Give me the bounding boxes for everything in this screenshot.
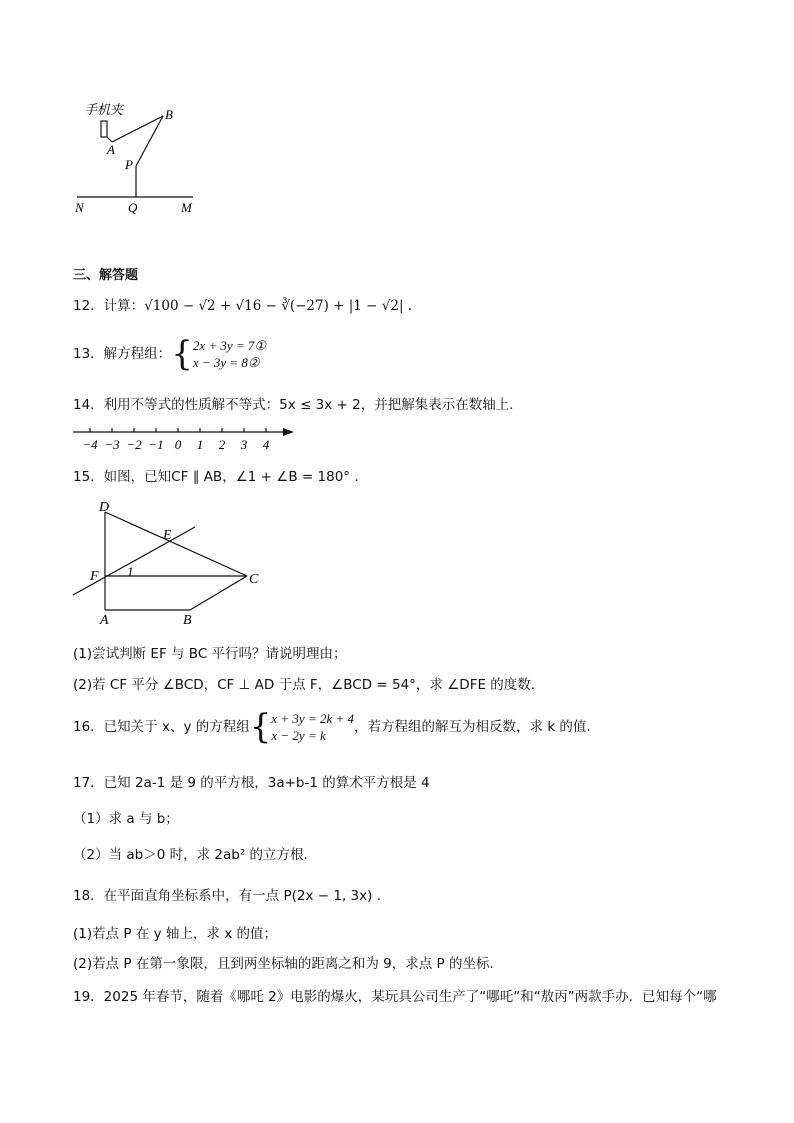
q13-eq2: x − 3y = 8②	[192, 355, 260, 370]
q16-system	[271, 710, 354, 744]
label-P: P	[125, 157, 133, 172]
label-Q: Q	[128, 200, 138, 215]
label-A: A	[100, 613, 109, 627]
label-D: D	[99, 500, 110, 515]
label-C: C	[249, 572, 259, 587]
caption-label: 手机夹	[84, 102, 124, 117]
label-B: B	[183, 613, 192, 627]
question-17: 17．已知 2a-1 是 9 的平方根，3a+b-1 的算术平方根是 4	[73, 775, 430, 791]
tick-label: −4	[82, 437, 98, 452]
q12-expression: √100 − √2 + √16 − ∛(−27) + |1 − √2| .	[144, 298, 413, 314]
tick-label: 3	[240, 437, 248, 452]
question-18: 18．在平面直角坐标系中，有一点 P(2x − 1, 3x) .	[73, 888, 381, 904]
q17-part1: （1）求 a 与 b；	[73, 811, 179, 827]
label-F: F	[90, 569, 99, 584]
q16-eq1: x + 3y = 2k + 4	[271, 711, 355, 726]
clip-rect	[101, 121, 107, 137]
question-12	[73, 297, 412, 315]
question-16	[73, 707, 591, 750]
q15-part1: (1)尝试判断 EF 与 BC 平行吗？请说明理由；	[73, 646, 347, 662]
tick-label: −3	[104, 437, 120, 452]
question-15: 15．如图，已知CF ∥ AB，∠1 + ∠B = 180° .	[73, 469, 359, 485]
q15-diagram	[70, 497, 270, 627]
figure-phone-clip	[70, 96, 210, 221]
label-angle-1: 1	[127, 564, 134, 579]
section-title: 三、解答题	[73, 268, 139, 283]
figure-q15	[70, 497, 270, 627]
label-M: M	[181, 200, 192, 215]
label-E: E	[163, 528, 172, 543]
q15-part2: (2)若 CF 平分 ∠BCD，CF ⊥ AD 于点 F，∠BCD = 54°，求 ∠DFE 的度数.	[73, 677, 536, 693]
tick-label: 4	[262, 437, 270, 452]
q16-prefix: 16．已知关于 x、y 的方程组	[73, 719, 250, 735]
number-line	[70, 422, 300, 454]
label-A: A	[107, 142, 115, 157]
q13-system	[193, 337, 266, 371]
q18-part2: (2)若点 P 在第一象限，且到两坐标轴的距离之和为 9，求点 P 的坐标．	[73, 956, 503, 972]
question-14: 14．利用不等式的性质解不等式：5x ≤ 3x + 2，并把解集表示在数轴上．	[73, 397, 523, 413]
q16-suffix: ，若方程组的解互为相反数，求 k 的值.	[354, 719, 591, 735]
q13-brace: {	[171, 334, 193, 374]
q16-eq2: x − 2y = k	[271, 728, 326, 743]
tick-label: −2	[126, 437, 142, 452]
q18-part1: (1)若点 P 在 y 轴上，求 x 的值；	[73, 926, 277, 942]
question-13	[73, 334, 267, 377]
q16-brace: {	[249, 707, 272, 747]
q13-prefix: 13．解方程组：	[73, 346, 172, 362]
label-N: N	[75, 200, 84, 215]
q12-prefix: 12．计算：	[73, 298, 145, 314]
phone-clip-diagram	[70, 96, 210, 221]
number-line-svg	[70, 422, 300, 454]
tick-label: 1	[196, 437, 204, 452]
tick-label: −1	[148, 437, 164, 452]
arrow-icon	[283, 428, 294, 436]
label-B: B	[165, 107, 173, 122]
q17-part2: （2）当 ab＞0 时，求 2ab² 的立方根.	[73, 847, 308, 863]
q13-eq1: 2x + 3y = 7①	[192, 338, 267, 353]
question-19: 19．2025 年春节，随着《哪吒 2》电影的爆火，某玩具公司生产了“哪吒”和“敖丙”两款手办．已知每个“哪	[73, 989, 717, 1005]
tick-label: 0	[174, 437, 182, 452]
tick-label: 2	[218, 437, 226, 452]
